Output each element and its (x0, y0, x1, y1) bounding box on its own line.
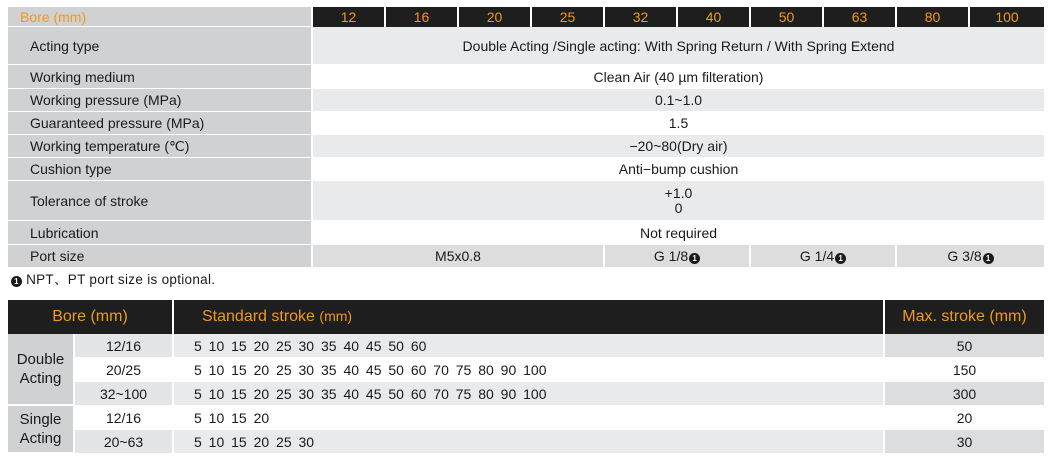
note-marker-icon: 1 (835, 253, 846, 264)
stroke-row (8, 358, 1044, 382)
footnote-text: NPT、PT port size is optional. (26, 272, 216, 287)
spec-label: Cushion type (8, 158, 311, 181)
port-size-text: G 1/4 (799, 248, 835, 264)
group-line: Acting (19, 370, 62, 387)
standard-stroke-header (172, 300, 883, 334)
stroke-max: 30 (883, 430, 1044, 454)
spec-value: Clean Air (40 µm filteration) (311, 65, 1044, 89)
spec-value: 1.5 (311, 112, 1044, 135)
stroke-row (8, 334, 1044, 358)
port-size-g18 (603, 245, 749, 268)
group-line: Single (19, 411, 62, 428)
group-double-acting (8, 334, 73, 406)
bore-header-label: Bore (mm) (8, 7, 311, 27)
spec-row-working-pressure (8, 89, 1044, 112)
stroke-bore: 12/16 (73, 334, 172, 358)
stroke-values: 5 10 15 20 25 30 35 40 45 50 60 (172, 334, 883, 358)
spec-value: Not required (311, 221, 1044, 245)
stroke-row (8, 430, 1044, 454)
stroke-row (8, 382, 1044, 406)
spec-label: Guaranteed pressure (MPa) (8, 112, 311, 135)
bore-column-header: Bore (mm) (8, 300, 172, 334)
stroke-max: 150 (883, 358, 1044, 382)
spec-label: Lubrication (8, 221, 311, 245)
port-size-text: G 1/8 (653, 248, 689, 264)
stroke-values: 5 10 15 20 25 30 (172, 430, 883, 454)
bore-cell: 20 (457, 7, 530, 27)
stroke-row (8, 406, 1044, 430)
tolerance-upper: +1.0 (664, 184, 693, 201)
port-size-footnote (10, 268, 215, 288)
port-size-g38 (895, 245, 1044, 268)
standard-stroke-title: Standard stroke (202, 308, 315, 325)
port-size-m5: M5x0.8 (311, 245, 603, 268)
stroke-max: 50 (883, 334, 1044, 358)
standard-stroke-unit: (mm) (319, 308, 353, 324)
stroke-bore: 12/16 (73, 406, 172, 430)
note-marker-icon: 1 (11, 276, 22, 287)
spec-label: Working temperature (℃) (8, 135, 311, 158)
spec-value: Anti−bump cushion (311, 158, 1044, 181)
bore-cell: 100 (968, 7, 1044, 27)
stroke-header-row (8, 300, 1044, 334)
bore-cell: 16 (384, 7, 457, 27)
tolerance-lower: 0 (674, 199, 683, 216)
bore-cell: 50 (749, 7, 822, 27)
bore-cell: 63 (822, 7, 895, 27)
spec-label: Tolerance of stroke (8, 181, 311, 221)
bore-header-row (8, 7, 1044, 27)
spec-value: Double Acting /Single acting: With Spring Return / With Spring Extend (311, 27, 1044, 65)
spec-label: Acting type (8, 27, 311, 65)
note-marker-icon: 1 (689, 253, 700, 264)
port-size-g14 (749, 245, 895, 268)
bore-cell: 12 (311, 7, 384, 27)
spec-value: −20~80(Dry air) (311, 135, 1044, 158)
spec-label: Port size (8, 245, 311, 268)
spec-label: Working pressure (MPa) (8, 89, 311, 112)
group-line: Acting (19, 430, 62, 447)
stroke-values: 5 10 15 20 (172, 406, 883, 430)
spec-value: 0.1~1.0 (311, 89, 1044, 112)
bore-cell: 40 (676, 7, 749, 27)
spec-row-port-size (8, 245, 1044, 268)
spec-row-guaranteed-pressure (8, 112, 1044, 135)
spec-row-lubrication (8, 221, 1044, 245)
spec-row-cushion-type (8, 158, 1044, 181)
spec-row-working-temperature (8, 135, 1044, 158)
stroke-max: 300 (883, 382, 1044, 406)
spec-value (311, 181, 1044, 221)
spec-row-acting-type (8, 27, 1044, 65)
stroke-bore: 20/25 (73, 358, 172, 382)
stroke-bore: 20~63 (73, 430, 172, 454)
group-line: Double (16, 351, 65, 368)
spec-label: Working medium (8, 65, 311, 89)
specification-table (8, 7, 1044, 268)
bore-cell: 25 (530, 7, 603, 27)
bore-cell: 32 (603, 7, 676, 27)
stroke-values: 5 10 15 20 25 30 35 40 45 50 60 70 75 80 90 100 (172, 358, 883, 382)
note-marker-icon: 1 (983, 253, 994, 264)
group-single-acting (8, 406, 73, 454)
spec-row-tolerance-of-stroke (8, 181, 1044, 221)
port-size-text: G 3/8 (947, 248, 982, 264)
stroke-table (8, 300, 1044, 454)
stroke-bore: 32~100 (73, 382, 172, 406)
spec-row-working-medium (8, 65, 1044, 89)
stroke-max: 20 (883, 406, 1044, 430)
bore-cell: 80 (895, 7, 968, 27)
max-stroke-header: Max. stroke (mm) (883, 300, 1044, 334)
stroke-values: 5 10 15 20 25 30 35 40 45 50 60 70 75 80 90 100 (172, 382, 883, 406)
